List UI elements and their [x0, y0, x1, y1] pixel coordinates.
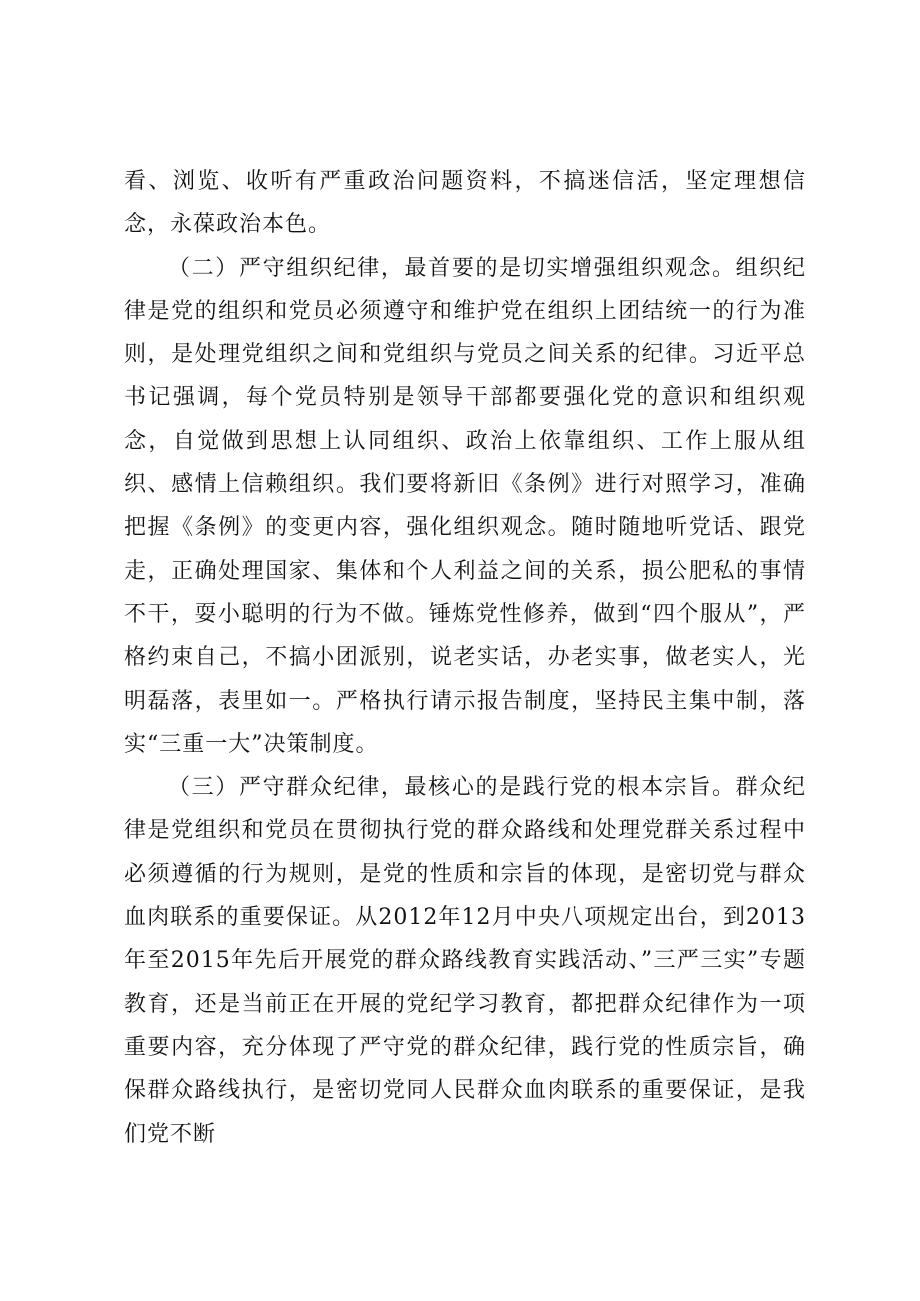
paragraph-organizational-discipline: （二）严守组织纪律，最首要的是切实增强组织观念。组织纪律是党的组织和党员必须遵守和维护党在组织上团结统一的行为准则，是处理党组织之间和党组织与党员之间关系的纪律。习近平总书记强调，每个党员特别是领导干部都要强化党的意识和组织观念，自觉做到思想上认同组织、政治上依靠组织、工作上服从组织、感情上信赖组织。我们要将新旧《条例》进行对照学习，准确把握《条例》的变更内容，强化组织观念。随时随地听党话、跟党走，正确处理国家、集体和个人利益之间的关系，损公肥私的事情不干，耍小聪明的行为不做。锤炼党性修养，做到“四个服从”，严格约束自己，不搞小团派别，说老实话，办老实事，做老实人，光明磊落，表里如一。严格执行请示报告制度，坚持民主集中制，落实“三重一大”决策制度。	[124, 255, 806, 757]
paragraph-continuation: 看、浏览、收听有严重政治问题资料，不搞迷信活，坚定理想信念，永葆政治本色。	[124, 169, 806, 238]
paragraph-mass-discipline: （三）严守群众纪律，最核心的是践行党的根本宗旨。群众纪律是党组织和党员在贯彻执行党的群众路线和处理党群关系过程中必须遵循的行为规则，是党的性质和宗旨的体现，是密切党与群众血肉联系的重要保证。从2012年12月中央八项规定出台，到2013年至2015年先后开展党的群众路线教育实践活动、”三严三实”专题教育，还是当前正在开展的党纪学习教育，都把群众纪律作为一项重要内容，充分体现了严守党的群众纪律，践行党的性质宗旨，确保群众路线执行，是密切党同人民群众血肉联系的重要保证，是我们党不断	[124, 775, 806, 1147]
document-body	[124, 160, 806, 1156]
